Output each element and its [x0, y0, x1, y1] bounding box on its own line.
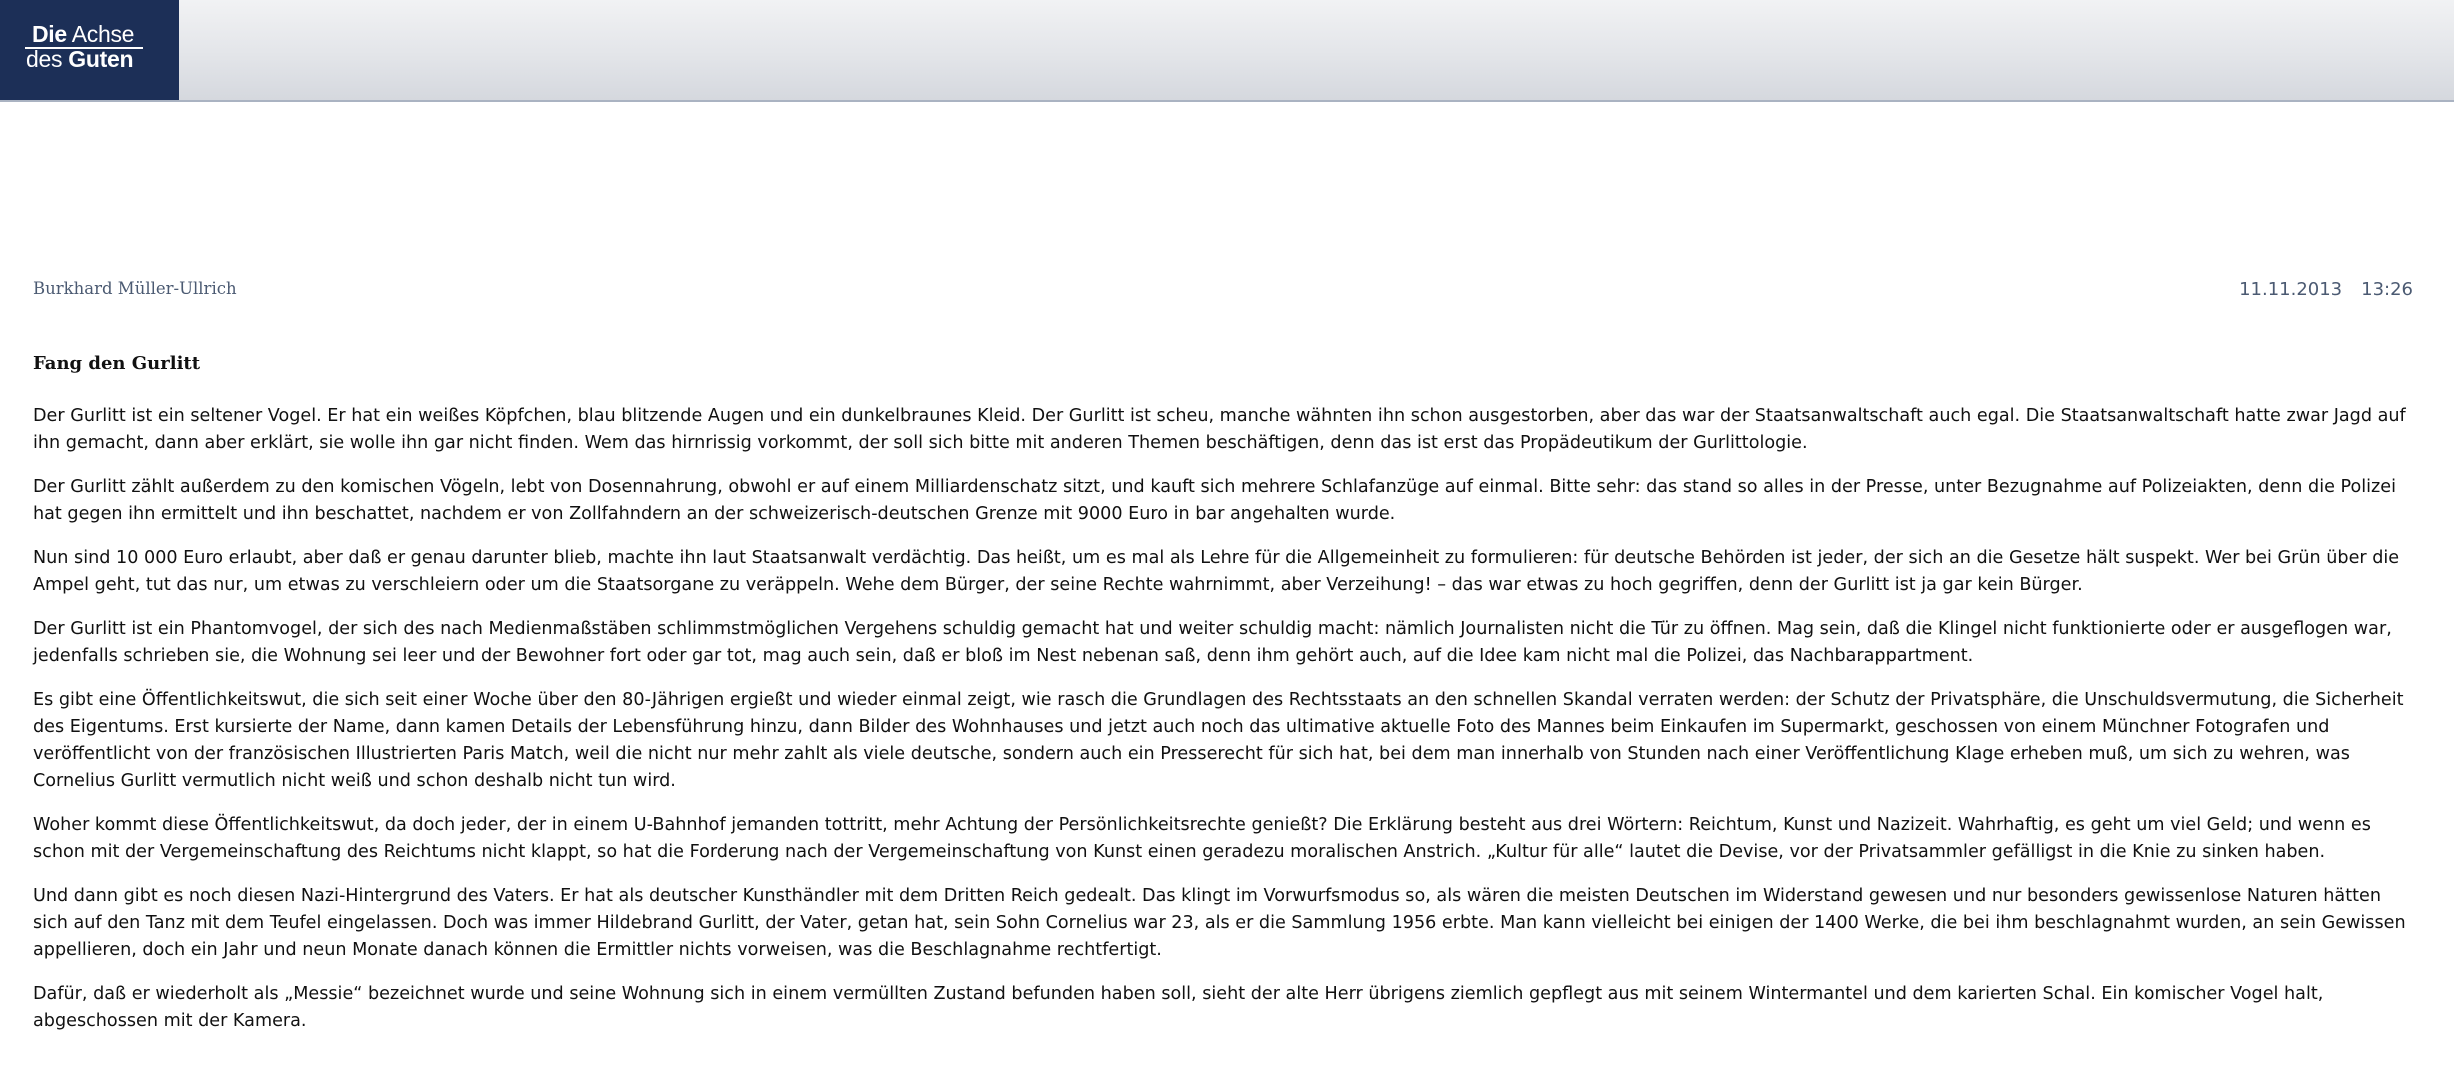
site-logo[interactable]: [0, 0, 179, 100]
publish-dateline: [2239, 279, 2413, 300]
article-paragraph: Woher kommt diese Öffentlichkeitswut, da doch jeder, der in einem U-Bahnhof jemanden tottritt, mehr Achtung der Persönlichkeitsrechte genießt? Die Erklärung besteht aus drei Wörtern: Reichtum, Kunst und Nazizeit. Wahrhaftig, es geht um viel Geld; und wenn es schon mit der Vergemeinschaftung des Reichtums nicht klappt, so hat die Forderung nach der Vergemeinschaftung von Kunst einen geradezu moralischen Anstrich. „Kultur für alle“ lautet die Devise, vor der Privatsammler gefälligst in die Knie zu sinken haben.: [33, 815, 2371, 862]
author-name[interactable]: Burkhard Müller-Ullrich: [33, 279, 237, 298]
article-title: Fang den Gurlitt: [33, 353, 201, 374]
article-paragraph: Es gibt eine Öffentlichkeitswut, die sich seit einer Woche über den 80-Jährigen ergießt und wieder einmal zeigt, wie rasch die Grundlagen des Rechtsstaats an den schnellen Skandal verraten werden: der Schutz der Privatsphäre, die Unschuldsvermutung, die Sicherheit des Eigentums. Erst kursierte der Name, dann kamen Details der Lebensführung hinzu, dann Bilder des Wohnhauses und jetzt auch noch das ultimative aktuelle Foto des Mannes beim Einkaufen im Supermarkt, geschossen von einem Münchner Fotografen und veröffentlicht von der französischen Illustrierten Paris Match, weil die nicht nur mehr zahlt als viele deutsche, sondern auch ein Presserecht für sich hat, bei dem man innerhalb von Stunden nach einer Veröffentlichung Klage erheben muß, um sich zu wehren, was Cornelius Gurlitt vermutlich nicht weiß und schon deshalb nicht tun wird.: [33, 690, 2404, 791]
logo-line-2: [26, 45, 133, 73]
site-header: [0, 0, 2454, 102]
article-body: [33, 403, 2413, 1052]
publish-time: 13:26: [2361, 279, 2413, 300]
publish-date: 11.11.2013: [2239, 279, 2343, 300]
logo-word-achse: Achse: [71, 21, 135, 47]
logo-word-guten: Guten: [68, 46, 134, 72]
article-paragraph: Der Gurlitt ist ein seltener Vogel. Er hat ein weißes Köpfchen, blau blitzende Augen und ein dunkelbraunes Kleid. Der Gurlitt ist scheu, manche wähnten ihn schon ausgestorben, aber das war der Staatsanwaltschaft auch egal. Die Staatsanwaltschaft hatte zwar Jagd auf ihn gemacht, dann aber erklärt, sie wolle ihn gar nicht finden. Wem das hirnrissig vorkommt, der soll sich bitte mit anderen Themen beschäftigen, denn das ist erst das Propädeutikum der Gurlittologie.: [33, 406, 2406, 453]
logo-word-des: des: [26, 46, 63, 72]
article-paragraph: Und dann gibt es noch diesen Nazi-Hintergrund des Vaters. Er hat als deutscher Kunsthändler mit dem Dritten Reich gedealt. Das klingt im Vorwurfsmodus so, als wären die meisten Deutschen im Widerstand gewesen und nur besonders gewissenlose Naturen hätten sich auf den Tanz mit dem Teufel eingelassen. Doch was immer Hildebrand Gurlitt, der Vater, getan hat, sein Sohn Cornelius war 23, als er die Sammlung 1956 erbte. Man kann vielleicht bei einigen der 1400 Werke, die bei ihm beschlagnahmt wurden, an sein Gewissen appellieren, doch ein Jahr und neun Monate danach können die Ermittler nichts vorweisen, was die Beschlagnahme rechtfertigt.: [33, 886, 2406, 960]
article-paragraph: Der Gurlitt ist ein Phantomvogel, der sich des nach Medienmaßstäben schlimmstmöglichen Vergehens schuldig gemacht hat und weiter schuldig macht: nämlich Journalisten nicht die Tür zu öffnen. Mag sein, daß die Klingel nicht funktionierte oder er ausgeflogen war, jedenfalls schrieben sie, die Wohnung sei leer und der Bewohner fort oder gar tot, mag auch sein, daß er bloß im Nest nebenan saß, denn ihm gehört auch, auf die Idee kam nicht mal die Polizei, das Nachbarappartment.: [33, 619, 2392, 666]
article-paragraph: Der Gurlitt zählt außerdem zu den komischen Vögeln, lebt von Dosennahrung, obwohl er auf einem Milliardenschatz sitzt, und kauft sich mehrere Schlafanzüge auf einmal. Bitte sehr: das stand so alles in der Presse, unter Bezugnahme auf Polizeiakten, denn die Polizei hat gegen ihn ermittelt und ihn beschattet, nachdem er von Zollfahndern an der schweizerisch-deutschen Grenze mit 9000 Euro in bar angehalten wurde.: [33, 477, 2396, 524]
logo-word-die: Die: [32, 21, 67, 47]
article-paragraph: Dafür, daß er wiederholt als „Messie“ bezeichnet wurde und seine Wohnung sich in einem vermüllten Zustand befunden haben soll, sieht der alte Herr übrigens ziemlich gepflegt aus mit seinem Wintermantel und dem karierten Schal. Ein komischer Vogel halt, abgeschossen mit der Kamera.: [33, 984, 2324, 1031]
article-paragraph: Nun sind 10 000 Euro erlaubt, aber daß er genau darunter blieb, machte ihn laut Staatsanwalt verdächtig. Das heißt, um es mal als Lehre für die Allgemeinheit zu formulieren: für deutsche Behörden ist jeder, der sich an die Gesetze hält suspekt. Wer bei Grün über die Ampel geht, tut das nur, um etwas zu verschleiern oder um die Staatsorgane zu veräppeln. Wehe dem Bürger, der seine Rechte wahrnimmt, aber Verzeihung! – das war etwas zu hoch gegriffen, denn der Gurlitt ist ja gar kein Bürger.: [33, 548, 2400, 595]
logo-line-1: [32, 20, 134, 48]
